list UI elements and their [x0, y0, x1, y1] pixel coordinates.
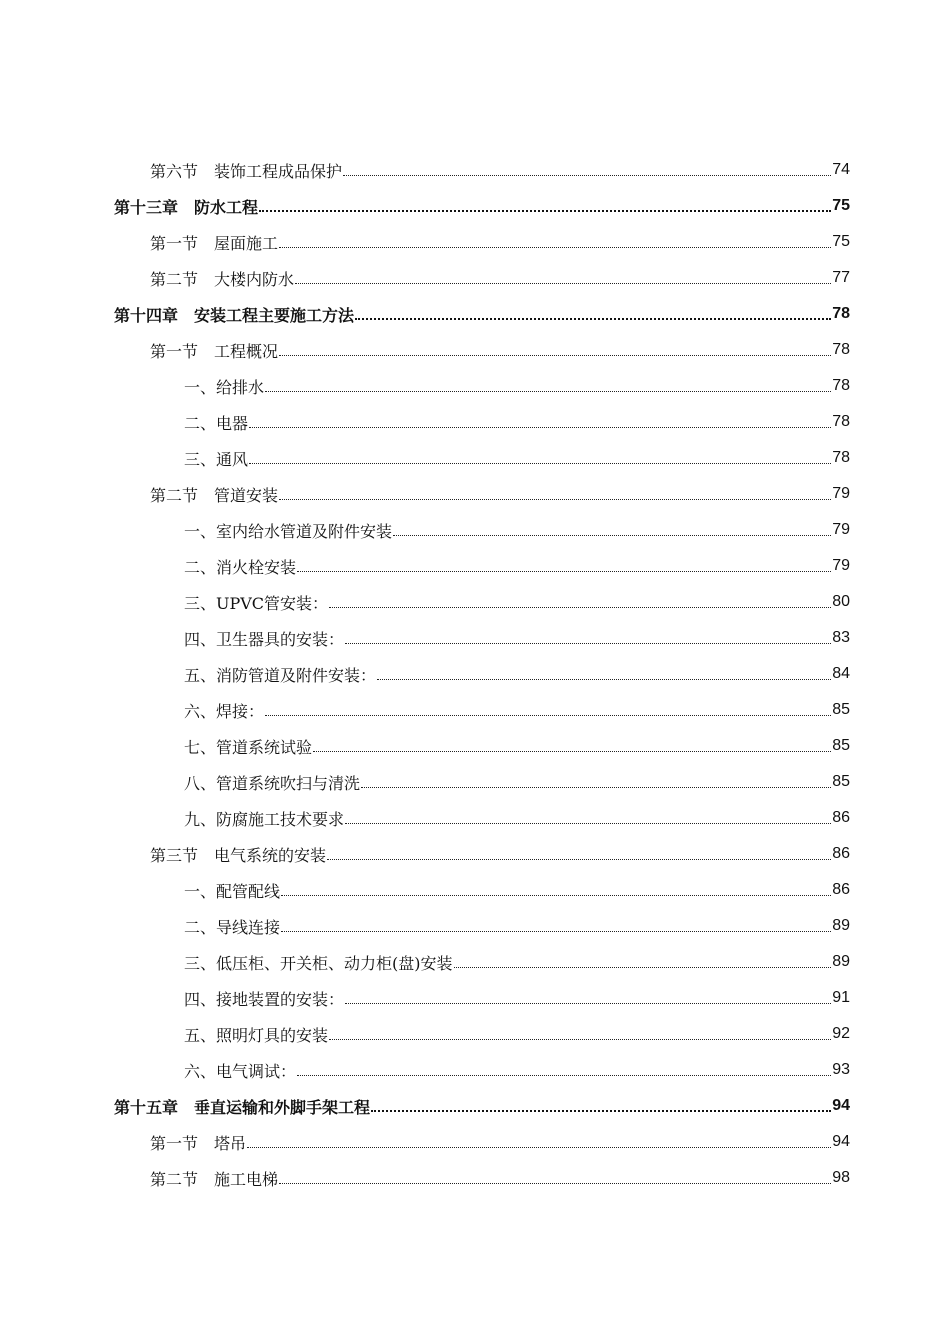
toc-page-number: 83: [832, 629, 850, 646]
toc-page-number: 86: [832, 809, 850, 826]
toc-page-number: 98: [832, 1169, 850, 1186]
toc-dot-leader: [279, 232, 831, 252]
toc-page-number: 85: [832, 737, 850, 754]
toc-subsection-entry[interactable]: [0, 1016, 950, 1052]
toc-page-number: 86: [832, 845, 850, 862]
toc-section-entry[interactable]: [0, 260, 950, 296]
toc-page-number: 89: [832, 917, 850, 934]
toc-subsection-entry[interactable]: [0, 980, 950, 1016]
toc-entry-title: 第十三章 防水工程: [114, 197, 259, 217]
toc-chapter-entry[interactable]: [0, 296, 950, 332]
toc-page-number: 78: [832, 413, 850, 430]
toc-entry-title: 一、配管配线: [184, 881, 281, 901]
toc-dot-leader: [361, 772, 831, 792]
toc-entry-title: 一、室内给水管道及附件安装: [184, 521, 393, 541]
toc-entry-title: 第一节 屋面施工: [150, 233, 279, 253]
toc-dot-leader: [279, 1168, 831, 1188]
toc-section-entry[interactable]: [0, 152, 950, 188]
toc-section-entry[interactable]: [0, 224, 950, 260]
toc-dot-leader: [393, 520, 831, 540]
toc-subsection-entry[interactable]: [0, 692, 950, 728]
toc-dot-leader: [345, 628, 831, 648]
toc-dot-leader: [265, 700, 831, 720]
toc-entry-title: 第三节 电气系统的安装: [150, 845, 327, 865]
toc-subsection-entry[interactable]: [0, 800, 950, 836]
toc-dot-leader: [279, 484, 831, 504]
toc-subsection-entry[interactable]: [0, 548, 950, 584]
toc-dot-leader: [355, 304, 831, 324]
toc-section-entry[interactable]: [0, 332, 950, 368]
toc-page-number: 78: [832, 449, 850, 466]
toc-entry-title: 二、电器: [184, 413, 249, 433]
toc-entry-title: 五、消防管道及附件安装：: [184, 665, 377, 685]
toc-page-number: 85: [832, 701, 850, 718]
toc-page-number: 92: [832, 1025, 850, 1042]
toc-dot-leader: [281, 916, 831, 936]
toc-entry-title: 六、电气调试：: [184, 1061, 297, 1081]
toc-page-number: 86: [832, 881, 850, 898]
toc-entry-title: 三、低压柜、开关柜、动力柜(盘)安装: [184, 953, 453, 973]
toc-page-number: 91: [832, 989, 850, 1006]
toc-subsection-entry[interactable]: [0, 1052, 950, 1088]
toc-entry-title: 第一节 工程概况: [150, 341, 279, 361]
toc-section-entry[interactable]: [0, 1124, 950, 1160]
toc-page-number: 77: [832, 269, 850, 286]
toc-page-number: 79: [832, 485, 850, 502]
toc-dot-leader: [345, 988, 831, 1008]
toc-subsection-entry[interactable]: [0, 440, 950, 476]
toc-page-number: 79: [832, 557, 850, 574]
toc-dot-leader: [454, 952, 832, 972]
toc-dot-leader: [329, 592, 831, 612]
toc-section-entry[interactable]: [0, 1160, 950, 1196]
toc-subsection-entry[interactable]: [0, 404, 950, 440]
toc-subsection-entry[interactable]: [0, 656, 950, 692]
toc-subsection-entry[interactable]: [0, 944, 950, 980]
toc-dot-leader: [249, 412, 831, 432]
toc-entry-title: 七、管道系统试验: [184, 737, 313, 757]
toc-subsection-entry[interactable]: [0, 368, 950, 404]
toc-dot-leader: [295, 268, 831, 288]
toc-entry-title: 五、照明灯具的安装: [184, 1025, 329, 1045]
toc-entry-title: 八、管道系统吹扫与清洗: [184, 773, 361, 793]
toc-entry-title: 第二节 施工电梯: [150, 1169, 279, 1189]
toc-entry-title: 一、给排水: [184, 377, 265, 397]
toc-page-number: 78: [832, 377, 850, 394]
toc-page-number: 94: [832, 1097, 850, 1114]
toc-page-number: 80: [832, 593, 850, 610]
toc-section-entry[interactable]: [0, 836, 950, 872]
toc-dot-leader: [265, 376, 831, 396]
toc-subsection-entry[interactable]: [0, 512, 950, 548]
toc-dot-leader: [259, 196, 831, 216]
toc-subsection-entry[interactable]: [0, 872, 950, 908]
toc-dot-leader: [247, 1132, 831, 1152]
toc-entry-title: 第二节 管道安装: [150, 485, 279, 505]
toc-page-number: 94: [832, 1133, 850, 1150]
toc-dot-leader: [297, 556, 831, 576]
toc-dot-leader: [249, 448, 831, 468]
toc-dot-leader: [281, 880, 831, 900]
toc-dot-leader: [329, 1024, 831, 1044]
toc-page-number: 89: [832, 953, 850, 970]
toc-entry-title: 二、导线连接: [184, 917, 281, 937]
toc-chapter-entry[interactable]: [0, 1088, 950, 1124]
toc-chapter-entry[interactable]: [0, 188, 950, 224]
toc-subsection-entry[interactable]: [0, 728, 950, 764]
toc-page-number: 78: [832, 341, 850, 358]
toc-dot-leader: [371, 1096, 831, 1116]
toc-entry-title: 六、焊接：: [184, 701, 265, 721]
toc-dot-leader: [327, 844, 831, 864]
toc-dot-leader: [297, 1060, 831, 1080]
toc-entry-title: 第二节 大楼内防水: [150, 269, 295, 289]
toc-section-entry[interactable]: [0, 476, 950, 512]
toc-entry-title: 第十五章 垂直运输和外脚手架工程: [114, 1097, 371, 1117]
toc-subsection-entry[interactable]: [0, 764, 950, 800]
toc-page-number: 93: [832, 1061, 850, 1078]
toc-entry-title: 三、通风: [184, 449, 249, 469]
toc-entry-title: 四、接地装置的安装：: [184, 989, 345, 1009]
toc-dot-leader: [343, 160, 831, 180]
toc-entry-title: 第一节 塔吊: [150, 1133, 247, 1153]
toc-entry-title: 第十四章 安装工程主要施工方法: [114, 305, 355, 325]
toc-dot-leader: [313, 736, 831, 756]
toc-entry-title: 九、防腐施工技术要求: [184, 809, 345, 829]
toc-page-number: 85: [832, 773, 850, 790]
toc-entry-title: 二、消火栓安装: [184, 557, 297, 577]
toc-page-number: 75: [832, 233, 850, 250]
toc-entry-title: 三、UPVC管安装：: [184, 593, 329, 613]
toc-dot-leader: [279, 340, 831, 360]
toc-subsection-entry[interactable]: [0, 908, 950, 944]
toc-entry-title: 四、卫生器具的安装：: [184, 629, 345, 649]
toc-dot-leader: [377, 664, 831, 684]
toc-dot-leader: [345, 808, 831, 828]
toc-subsection-entry[interactable]: [0, 584, 950, 620]
toc-page-number: 79: [832, 521, 850, 538]
toc-page-number: 75: [832, 197, 850, 214]
toc-entry-title: 第六节 装饰工程成品保护: [150, 161, 343, 181]
toc-page-number: 78: [832, 305, 850, 322]
table-of-contents: [0, 152, 950, 1196]
toc-subsection-entry[interactable]: [0, 620, 950, 656]
toc-page-number: 74: [832, 161, 850, 178]
toc-page-number: 84: [832, 665, 850, 682]
